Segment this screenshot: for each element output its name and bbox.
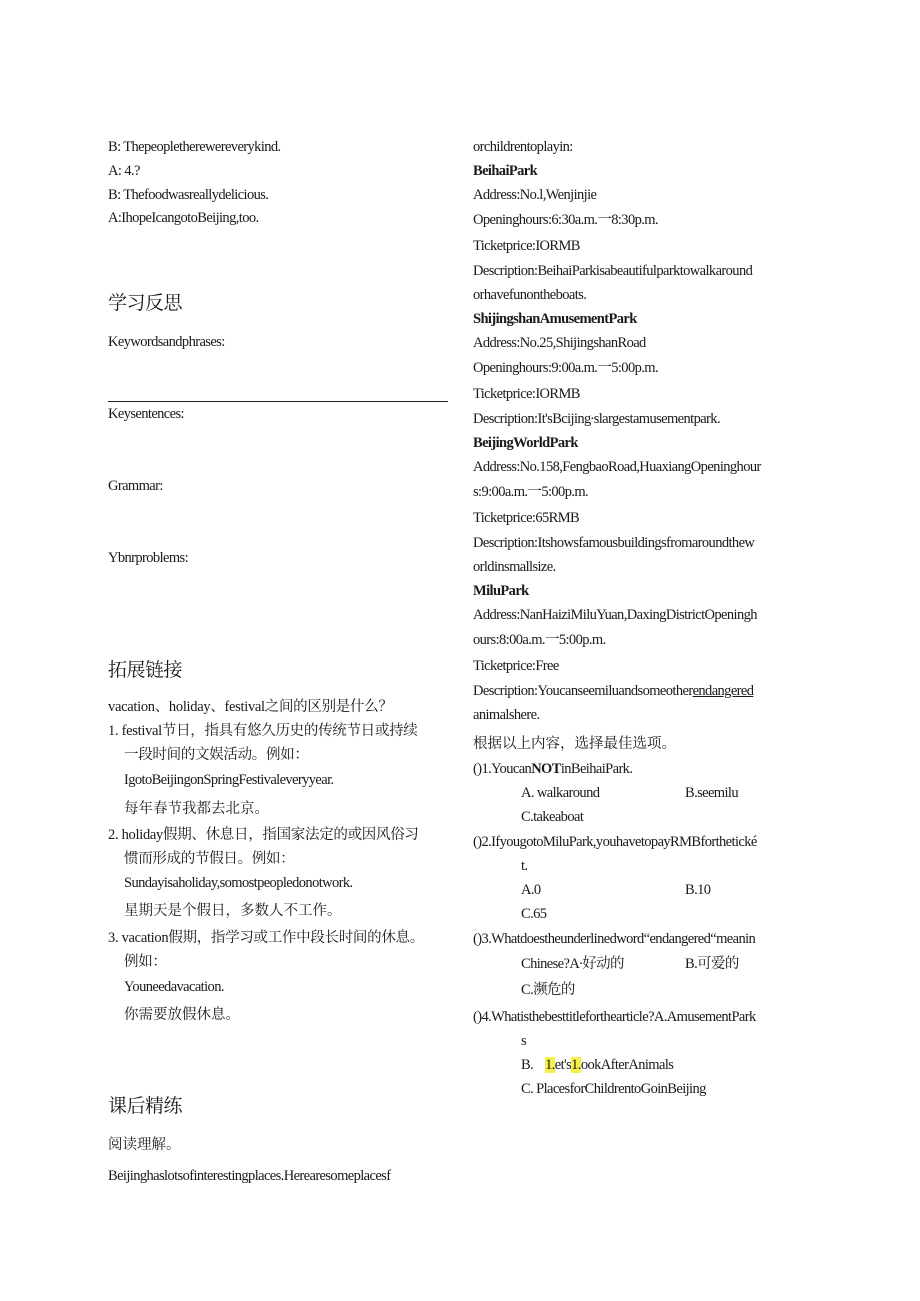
park-address-cont: s:9:00a.m.一5:00p.m.	[473, 484, 589, 500]
festival-translation: 每年春节我都去北京。	[124, 801, 269, 817]
option-b[interactable]: B.10	[685, 882, 711, 898]
highlighted-text: 1.	[545, 1057, 555, 1073]
park-description-cont: orldinsmallsize.	[473, 559, 556, 575]
practice-instruction: 阅读理解。	[108, 1137, 181, 1153]
vacation-def-1: 3. vacation假期，指学习或工作中段长时间的休息。	[108, 930, 424, 946]
park-address-cont: ours:8:00a.m.一5:00p.m.	[473, 632, 606, 648]
vacation-def-2: 例如：	[124, 954, 167, 970]
option-c[interactable]: C. PlacesforChildrentoGoinBeijing	[521, 1081, 706, 1097]
park-address: Address:NanHaiziMiluYuan,DaxingDistrictOpeningh	[473, 607, 757, 623]
reading-intro-cont: orchildrentoplayin:	[473, 139, 573, 155]
holiday-example: Sundayisaholiday,somostpeopledonotwork.	[124, 875, 353, 891]
park-description: Description:It'sBcijing∙slargestamusementpark.	[473, 411, 720, 427]
park-description-cont: animalshere.	[473, 707, 540, 723]
dialog-line-4: A:IhopeIcangotoBeijing,too.	[108, 210, 259, 226]
option-text: et's	[554, 1057, 572, 1073]
option-text: ookAfterAnimals	[580, 1057, 674, 1073]
park-name: MiluPark	[473, 583, 529, 599]
park-description: Description:Itshowsfamousbuildingsfromaroundthew	[473, 535, 755, 551]
park-description	[473, 682, 753, 700]
description-text: Description:Youcanseemiluandsomeother	[473, 683, 693, 699]
question-text: ()1.Youcan	[473, 761, 532, 777]
question-2-cont: t.	[521, 858, 528, 874]
answer-line	[108, 401, 448, 402]
park-price: Ticketprice:IORMB	[473, 386, 580, 402]
park-name: BeijingWorldPark	[473, 435, 578, 451]
park-name: BeihaiPark	[473, 163, 538, 179]
problems-label: Ybnrproblems:	[108, 550, 188, 566]
park-price: Ticketprice:Free	[473, 658, 559, 674]
dialog-line-1: B: Thepeopletherewereverykind.	[108, 139, 281, 155]
question-text: inBeihaiPark.	[560, 761, 633, 777]
option-b[interactable]: B.seemilu	[685, 785, 738, 801]
festival-def-1: 1. festival节日，指具有悠久历史的传统节日或持续	[108, 723, 418, 739]
underlined-word: endangered	[692, 683, 754, 699]
park-price: Ticketprice:IORMB	[473, 238, 580, 254]
highlighted-text: 1.	[571, 1057, 581, 1073]
festival-def-2: 一段时间的文娱活动。例如：	[124, 747, 309, 763]
extension-question: vacation、holiday、festival之间的区别是什么？	[108, 699, 393, 715]
key-words-label: Keywordsandphrases:	[108, 334, 225, 350]
practice-heading: 课后精练	[108, 1095, 183, 1117]
extension-heading: 拓展链接	[108, 659, 183, 681]
question-emphasis: NOT	[531, 761, 561, 777]
vacation-translation: 你需要放假休息。	[124, 1007, 240, 1023]
holiday-def-1: 2. holiday假期、休息日，指国家法定的或因风俗习	[108, 827, 419, 843]
option-label: B.	[521, 1057, 534, 1073]
park-description-cont: orhavefunontheboats.	[473, 287, 587, 303]
question-4-cont: s	[521, 1033, 527, 1049]
question-1	[473, 760, 632, 778]
option-c[interactable]: C.濒危的	[521, 982, 575, 998]
grammar-label: Grammar:	[108, 478, 163, 494]
option-b[interactable]	[521, 1056, 673, 1074]
holiday-translation: 星期天是个假日，多数人不工作。	[124, 903, 342, 919]
question-3-cont: Chinese?A∙好动的	[521, 956, 624, 972]
question-instruction: 根据以上内容，选择最佳选项。	[473, 736, 676, 752]
park-description: Description:BeihaiParkisabeautifulparktowalkaround	[473, 263, 753, 279]
option-a[interactable]: A. walkaround	[521, 785, 600, 801]
question-4: ()4.Whatisthebesttitleforthearticle?A.AmusementPark	[473, 1009, 756, 1025]
reflection-heading: 学习反思	[108, 292, 183, 314]
festival-example: IgotoBeijingonSpringFestivaleveryyear.	[124, 772, 334, 788]
park-name: ShijingshanAmusementPark	[473, 311, 637, 327]
park-address: Address:No.158,FengbaoRoad,HuaxiangOpeninghour	[473, 459, 761, 475]
dialog-line-2: A: 4.?	[108, 163, 140, 179]
question-2: ()2.IfyougotoMiluPark,youhavetopayRMBforthetické	[473, 834, 757, 850]
key-sentences-label: Keysentences:	[108, 406, 184, 422]
dialog-line-3: B: Thefoodwasreallydelicious.	[108, 187, 269, 203]
park-price: Ticketprice:65RMB	[473, 510, 580, 526]
park-address: Address:No.l,Wenjinjie	[473, 187, 597, 203]
park-hours: Openinghours:9:00a.m.一5:00p.m.	[473, 360, 658, 376]
park-hours: Openinghours:6:30a.m.一8:30p.m.	[473, 212, 658, 228]
park-address: Address:No.25,ShijingshanRoad	[473, 335, 646, 351]
reading-intro: Beijinghaslotsofinterestingplaces.Herearesomeplacesf	[108, 1168, 391, 1184]
option-a[interactable]: A.0	[521, 882, 541, 898]
option-b[interactable]: B.可爱的	[685, 956, 739, 972]
holiday-def-2: 惯而形成的节假日。例如：	[124, 851, 295, 867]
option-c[interactable]: C.takeaboat	[521, 809, 584, 825]
vacation-example: Youneedavacation.	[124, 979, 224, 995]
option-c[interactable]: C.65	[521, 906, 547, 922]
question-3: ()3.Whatdoestheunderlinedword“endangered“meanin	[473, 931, 756, 947]
